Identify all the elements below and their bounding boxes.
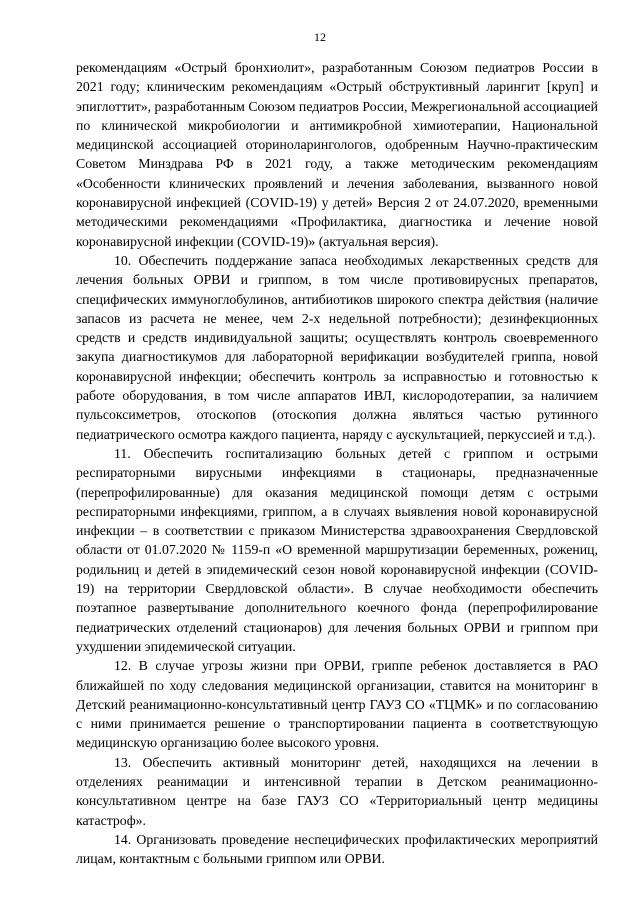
document-body	[76, 58, 598, 868]
paragraph-item-12: 12. В случае угрозы жизни при ОРВИ, гриппе ребенок доставляется в РАО ближайшей по ходу следования медицинской организации, ставится на мониторинг в Детский реанимационно-консультативный центр ГАУЗ СО «ТЦМК» и по согласованию с ними принимается решение о транспортировании пациента в соответствующую медицинскую организацию более высокого уровня.	[76, 658, 598, 751]
paragraph-item-14: 14. Организовать проведение неспецифических профилактических мероприятий лицам, контактным с больными гриппом или ОРВИ.	[76, 831, 598, 867]
paragraph-item-13: 13. Обеспечить активный мониторинг детей, находящихся на лечении в отделениях реанимации и интенсивной терапии в Детском реанимационно-консультативном центре на базе ГАУЗ СО «Территориальный центр медицины катастроф».	[76, 754, 598, 828]
paragraph-continuation: рекомендациям «Острый бронхиолит», разработанным Союзом педиатров России в 2021 году; клиническим рекомендациям «Острый обструктивный ларингит [круп] и эпиглоттит», разработанным Союзом педиатров России, Межрегиональной ассоциацией по клинической микробиологии и антимикробной химиотерапии, Национальной медицинской ассоциацией оториноларингологов, одобренным Научно-практическим Советом Минздрава РФ в 2021 году, а также методическим рекомендациям «Особенности клинических проявлений и лечения заболевания, вызванного новой коронавирусной инфекцией (COVID-19) у детей» Версия 2 от 24.07.2020, временными методическими рекомендациями «Профилактика, диагностика и лечение новой коронавирусной инфекции (COVID-19)» (актуальная версия).	[76, 60, 598, 249]
paragraph-item-11: 11. Обеспечить госпитализацию больных детей с гриппом и острыми респираторными вирусными инфекциями в стационары, предназначенные (перепрофилированные) для оказания медицинской помощи детям с острыми респираторными инфекциями, гриппом, а в случаях выявления новой коронавирусной инфекции – в соответствии с приказом Министерства здравоохранения Свердловской области от 01.07.2020 № 1159-п «О временной маршрутизации беременных, рожениц, родильниц и детей в эпидемический сезон новой коронавирусной инфекции (COVID-19) на территории Свердловской области». В случае необходимости обеспечить поэтапное развертывание дополнительного коечного фонда (перепрофилирование педиатрических отделений стационаров) для лечения больных ОРВИ и гриппом при ухудшении эпидемической ситуации.	[76, 445, 598, 654]
paragraph-item-10: 10. Обеспечить поддержание запаса необходимых лекарственных средств для лечения больных ОРВИ и гриппом, в том числе противовирусных препаратов, специфических иммуноглобулинов, антибиотиков широкого спектра действия (наличие запасов из расчета не менее, чем 2-х недельной потребности); дезинфекционных средств и средств индивидуальной защиты; осуществлять контроль своевременного закупа диагностикумов для лабораторной верификации возбудителей гриппа, новой коронавирусной инфекции; обеспечить контроль за исправностью и готовностью к работе оборудования, в том числе аппаратов ИВЛ, кислородотерапии, за наличием пульсоксиметров, отоскопов (отоскопия должна являться частью рутинного педиатрического осмотра каждого пациента, наряду с аускультацией, перкуссией и т.д.).	[76, 252, 598, 442]
page-number: 12	[314, 30, 326, 44]
